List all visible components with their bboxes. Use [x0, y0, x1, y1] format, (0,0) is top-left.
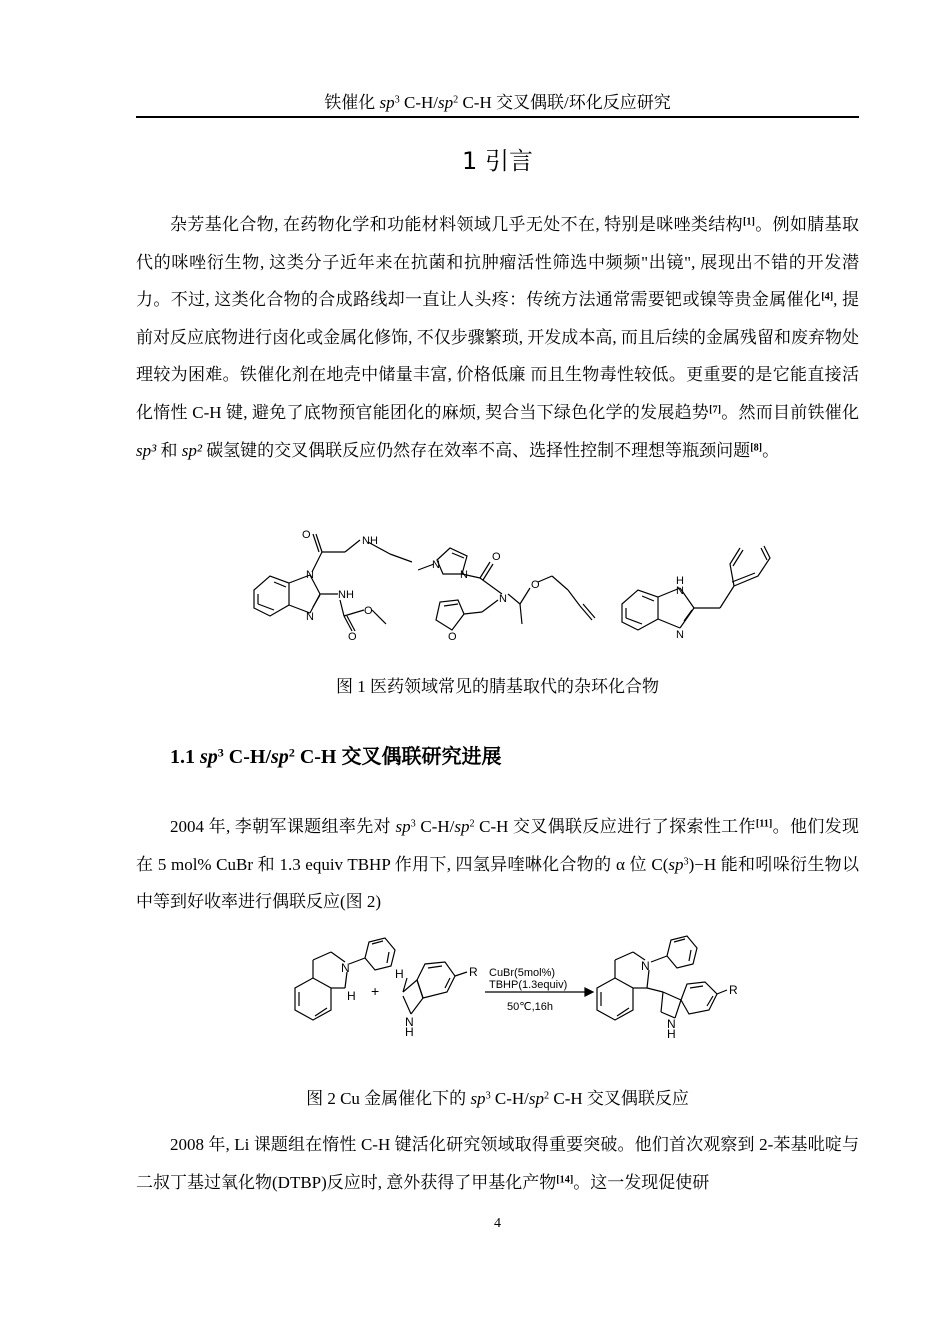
atom-label: N — [641, 959, 650, 973]
atom-label: H — [347, 989, 356, 1003]
plus-sign: + — [371, 983, 380, 999]
atom-label: NH — [362, 535, 378, 547]
atom-label: O — [531, 579, 540, 591]
paragraph-2004: 2004 年, 李朝军课题组率先对 $sp^3$ $C-H/sp^2$ C-H 交叉偶联反应进行了探索性工作[11]。他们发现在 5 mol% CuBr 和 1.3 equiv TBHP 作用下, 四氢异喹啉化合物的 α 位 $C(sp^3)-H$ 能和吲哚衍生物以中等到好收率进行偶联反应(图 2) — [136, 817, 860, 912]
intro-paragraph: 杂芳基化合物, 在药物化学和功能材料领域几乎无处不在, 特别是咪唑类结构[1]。例如腈基取代的咪唑衍生物, 这类分子近年来在抗菌和抗肿瘤活性筛选中频频"出镜", 展现出不错的开发潜力。不过, 这类化合物的合成路线却一直让人头疼：传统方法通常需要钯或镍等贵金属催化[4], 提前对反应底物进行卤化或金属化修饰, 不仅步骤繁琐, 开发成本高, 而且后续的金属残留和废弃物处理较为困难。铁催化剂在地壳中储量丰富, 价格低廉 而且生物毒性较低。更重要的是它能直接活化惰性 C-H 键, 避免了底物预官能团化的麻烦, 契合当下绿色化学的发展趋势[7]。然而目前铁催化 sp³ 和 sp² 碳氢键的交叉偶联反应仍然存在效率不高、选择性控制不理想等瓶颈问题[8]。 — [136, 215, 860, 460]
atom-label: O — [348, 631, 357, 643]
benzyl-benzimidazole-structure — [622, 546, 770, 641]
subsection-title: 1.1 $sp^3$ $C-H/sp^2$ C-H 交叉偶联研究进展 — [170, 745, 502, 768]
atom-label: N — [341, 961, 350, 975]
citation: [7] — [709, 404, 722, 416]
atom-label: O — [448, 631, 457, 643]
atom-label: N — [405, 1015, 414, 1029]
r-group-label: R — [729, 983, 738, 997]
atom-label: H — [405, 1025, 414, 1039]
atom-label: N — [432, 559, 440, 571]
section-title: 1 引言 — [462, 147, 533, 175]
atom-label: N — [499, 593, 507, 605]
atom-label: O — [364, 605, 373, 617]
atom-label: NH — [338, 589, 354, 601]
atom-label: H — [667, 1027, 676, 1040]
page-number: 4 — [494, 1216, 501, 1231]
figure-1-structures — [240, 520, 800, 650]
condition-catalyst: CuBr(5mol%) — [489, 967, 556, 979]
citation: [1] — [743, 216, 755, 228]
condition-oxidant: TBHP(1.3equiv) — [489, 979, 568, 991]
atom-label: N — [460, 569, 468, 581]
figure-1-caption: 图 1 医药领域常见的腈基取代的杂环化合物 — [336, 677, 659, 696]
citation: [14] — [556, 1173, 574, 1185]
tetrahydroisoquinoline-reactant — [295, 938, 395, 1020]
figure-2-reaction-scheme — [285, 930, 755, 1040]
coupling-product — [597, 936, 738, 1040]
citation: [4] — [821, 291, 834, 303]
atom-label: H — [676, 575, 684, 587]
paragraph-2008: 2008 年, Li 课题组在惰性 C-H 键活化研究领域取得重要突破。他们首次观察到 2-苯基吡啶与二叔丁基过氧化物(DTBP)反应时, 意外获得了甲基化产物[14]。这一发现促使研 — [136, 1135, 859, 1192]
atom-label: N — [306, 611, 314, 623]
condition-temperature-time: 50℃,16h — [507, 1001, 553, 1013]
atom-label: O — [492, 551, 501, 563]
citation: [8] — [750, 441, 763, 453]
reaction-arrow — [485, 967, 593, 1013]
atom-label: H — [395, 967, 404, 981]
indole-reactant — [395, 962, 478, 1039]
atom-label: N — [676, 585, 684, 597]
benzimidazole-carbamate-structure — [254, 529, 412, 643]
imidazole-carboxamide-structure — [418, 548, 595, 643]
running-header: 铁催化 $sp^3$ $C-H/sp^2$ C-H 交叉偶联/环化反应研究 — [136, 90, 859, 118]
atom-label: N — [667, 1017, 676, 1031]
citation: [11] — [755, 818, 773, 830]
r-group-label: R — [469, 965, 478, 979]
atom-label: N — [306, 569, 314, 581]
atom-label: N — [676, 629, 684, 641]
figure-2-caption: 图 2 Cu 金属催化下的 $sp^3$ $C-H/sp^2$ C-H 交叉偶联反应 — [306, 1089, 689, 1108]
atom-label: O — [302, 529, 311, 541]
